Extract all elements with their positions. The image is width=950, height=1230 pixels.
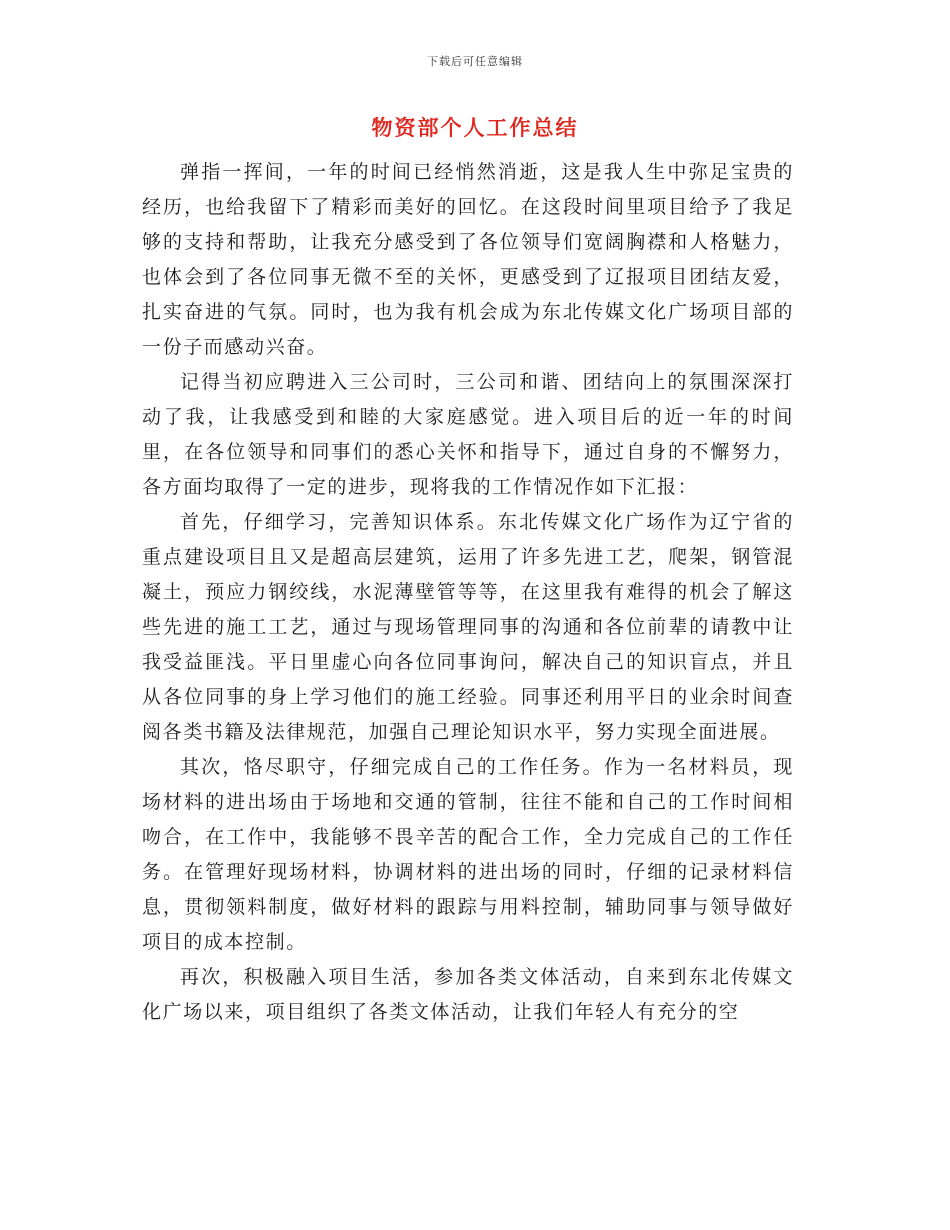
paragraph: 首先，仔细学习，完善知识体系。东北传媒文化广场作为辽宁省的重点建设项目且又是超高层建筑，运用了许多先进工艺，爬架，钢管混凝土，预应力钢绞线，水泥薄壁管等等，在这里我有难得的机会了解这些先进的施工工艺，通过与现场管理同事的沟通和各位前辈的请教中让我受益匪浅。平日里虚心向各位同事询问，解决自己的知识盲点，并且从各位同事的身上学习他们的施工经验。同事还利用平日的业余时间查阅各类书籍及法律规范，加强自己理论知识水平，努力实现全面进展。 [142, 511, 794, 743]
paragraph: 弹指一挥间，一年的时间已经悄然消逝，这是我人生中弥足宝贵的经历，也给我留下了精彩而美好的回忆。在这段时间里项目给予了我足够的支持和帮助，让我充分感受到了各位领导们宽阔胸襟和人格魅力，也体会到了各位同事无微不至的关怀，更感受到了辽报项目团结友爱，扎实奋进的气氛。同时，也为我有机会成为东北传媒文化广场项目部的一份子而感动兴奋。 [142, 161, 794, 358]
document-title: 物资部个人工作总结 [371, 115, 579, 140]
header-note: 下载后可任意编辑 [427, 55, 523, 68]
document-body [142, 155, 794, 1030]
paragraph: 再次，积极融入项目生活，参加各类文体活动，自来到东北传媒文化广场以来，项目组织了各类文体活动，让我们年轻人有充分的空 [142, 966, 794, 1023]
paragraph: 其次，恪尽职守，仔细完成自己的工作任务。作为一名材料员，现场材料的进出场由于场地和交通的管制，往往不能和自己的工作时间相吻合，在工作中，我能够不畏辛苦的配合工作，全力完成自己的工作任务。在管理好现场材料，协调材料的进出场的同时，仔细的记录材料信息，贯彻领料制度，做好材料的跟踪与用料控制，辅助同事与领导做好项目的成本控制。 [142, 756, 794, 953]
paragraph: 记得当初应聘进入三公司时，三公司和谐、团结向上的氛围深深打动了我，让我感受到和睦的大家庭感觉。进入项目后的近一年的时间里，在各位领导和同事们的悉心关怀和指导下，通过自身的不懈努力，各方面均取得了一定的进步，现将我的工作情况作如下汇报： [142, 371, 794, 498]
